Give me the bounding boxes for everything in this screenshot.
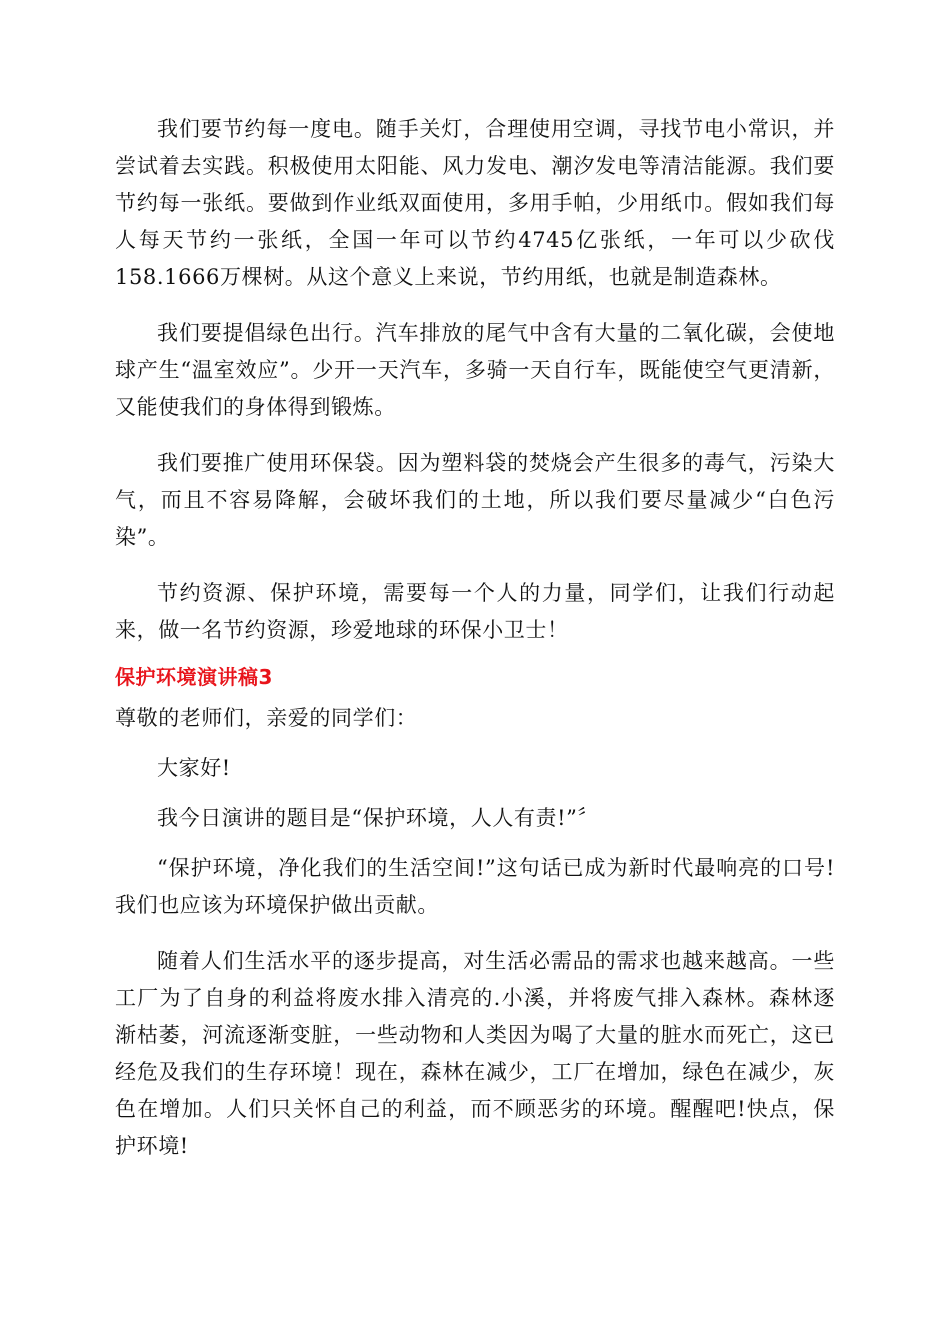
section-title: 保护环境演讲稿3 bbox=[115, 665, 273, 689]
paragraph-pollution: 随着人们生活水平的逐步提高，对生活必需品的需求也越来越高。一些工厂为了自身的利益将废水排入清亮的.小溪，并将废气排入森林。森林逐渐枯萎，河流逐渐变脏，一些动物和人类因为喝了大量的脏水而死亡，这已经危及我们的生存环境！现在，森林在减少，工厂在增加，绿色在减少，灰色在增加。人们只关怀自己的利益，而不顾恶劣的环境。醒醒吧!快点，保护环境! bbox=[115, 949, 835, 1158]
document-body bbox=[115, 111, 835, 1184]
greeting: 大家好! bbox=[157, 756, 231, 780]
salutation: 尊敬的老师们，亲爱的同学们： bbox=[115, 706, 418, 730]
topic-line: 我今日演讲的题目是“保护环境，人人有责!”〞 bbox=[157, 806, 600, 830]
paragraph-call-to-action: 节约资源、保护环境，需要每一个人的力量，同学们，让我们行动起来，做一名节约资源，珍爱地球的环保小卫士！ bbox=[115, 581, 835, 642]
paragraph-save-electricity-paper: 我们要节约每一度电。随手关灯，合理使用空调，寻找节电小常识，并尝试着去实践。积极使用太阳能、风力发电、潮汐发电等清洁能源。我们要节约每一张纸。要做到作业纸双面使用，多用手帕，少用纸巾。假如我们每人每天节约一张纸，全国一年可以节约4745亿张纸，一年可以少砍伐158.1666万棵树。从这个意义上来说，节约用纸，也就是制造森林。 bbox=[115, 117, 835, 289]
paragraph-green-travel: 我们要提倡绿色出行。汽车排放的尾气中含有大量的二氧化碳，会使地球产生“温室效应”。少开一天汽车，多骑一天自行车，既能使空气更清新，又能使我们的身体得到锻炼。 bbox=[115, 321, 835, 419]
paragraph-eco-bags: 我们要推广使用环保袋。因为塑料袋的焚烧会产生很多的毒气，污染大气，而且不容易降解，会破坏我们的土地，所以我们要尽量减少“白色污染”。 bbox=[115, 451, 835, 549]
paragraph-slogan: “保护环境，净化我们的生活空间!”这句话已成为新时代最响亮的口号!我们也应该为环境保护做出贡献。 bbox=[115, 856, 835, 917]
